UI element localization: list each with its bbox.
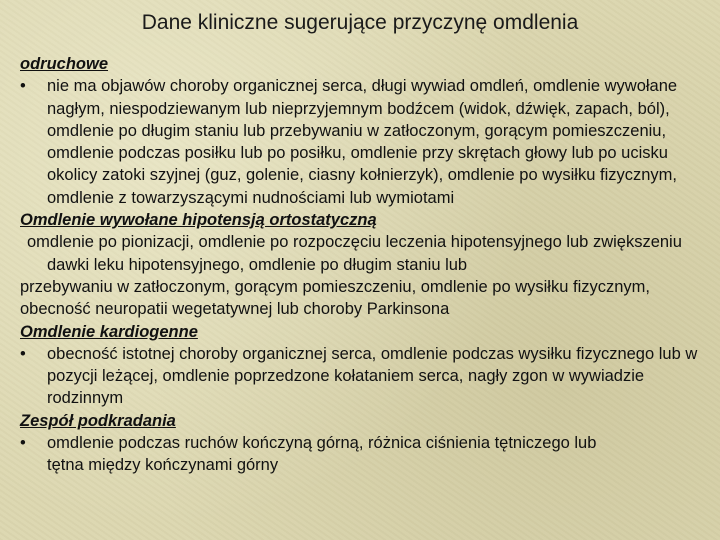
section-heading-ortostatyczna: Omdlenie wywołane hipotensją ortostatyczną [20, 211, 377, 230]
paragraph-ortostatyczna-part1: omdlenie po pionizacji, omdlenie po rozpoczęciu leczenia hipotensyjnego lub zwiększeniu dawki leku hipotensyjnego, omdlenie po długim staniu lub [27, 233, 682, 274]
bullet-text-podkradania-cut: tętna między kończynami górny [47, 456, 279, 475]
bullet-text-odruchowe: nie ma objawów choroby organicznej serca, długi wywiad omdleń, omdlenie wywołane nagłym, niespodziewanym lub nieprzyjemnym bodźcem (widok, dźwięk, zapach, ból), omdlenie po długim staniu lub przebywaniu w zatłoczonym, gorącym pomieszczeniu, omdlenie podczas posiłku lub po posiłku, omdlenie przy skrętach głowy lub po ucisku okolicy zatoki szyjnej (guz, golenie, ciasny kołnierzyk), omdlenie po wysiłku fizycznym, omdlenie z towarzyszącymi nudnościami lub wymiotami [47, 77, 678, 207]
bullet-item-odruchowe [20, 75, 720, 209]
section-heading-podkradania: Zespół podkradania [20, 411, 176, 430]
section-heading-kardiogenne: Omdlenie kardiogenne [20, 322, 198, 341]
slide-title: Dane kliniczne sugerujące przyczynę omdlenia [141, 11, 579, 34]
bullet-text-podkradania: omdlenie podczas ruchów kończyną górną, różnica ciśnienia tętniczego lub [47, 434, 597, 453]
section-heading-odruchowe: odruchowe [20, 55, 109, 73]
paragraph-ortostatyczna-part2: przebywaniu w zatłoczonym, gorącym pomieszczeniu, omdlenie po wysiłku fizycznym, obecność neuropatii wegetatywnej lub choroby Parkinsona [20, 277, 650, 319]
bullet-item-podkradania [20, 432, 720, 454]
bullet-marker: • [20, 434, 26, 453]
bullet-text-kardiogenne: obecność istotnej choroby organicznej serca, omdlenie podczas wysiłku fizycznego lub w pozycji leżącej, omdlenie poprzedzone kołataniem serca, nagły zgon w wywiadzie rodzinnym [47, 344, 698, 408]
bullet-item-podkradania-cut [20, 454, 720, 476]
bullet-marker: • [20, 344, 26, 363]
slide-content [20, 53, 720, 477]
bullet-item-kardiogenne [20, 343, 720, 410]
bullet-marker: • [20, 77, 26, 96]
